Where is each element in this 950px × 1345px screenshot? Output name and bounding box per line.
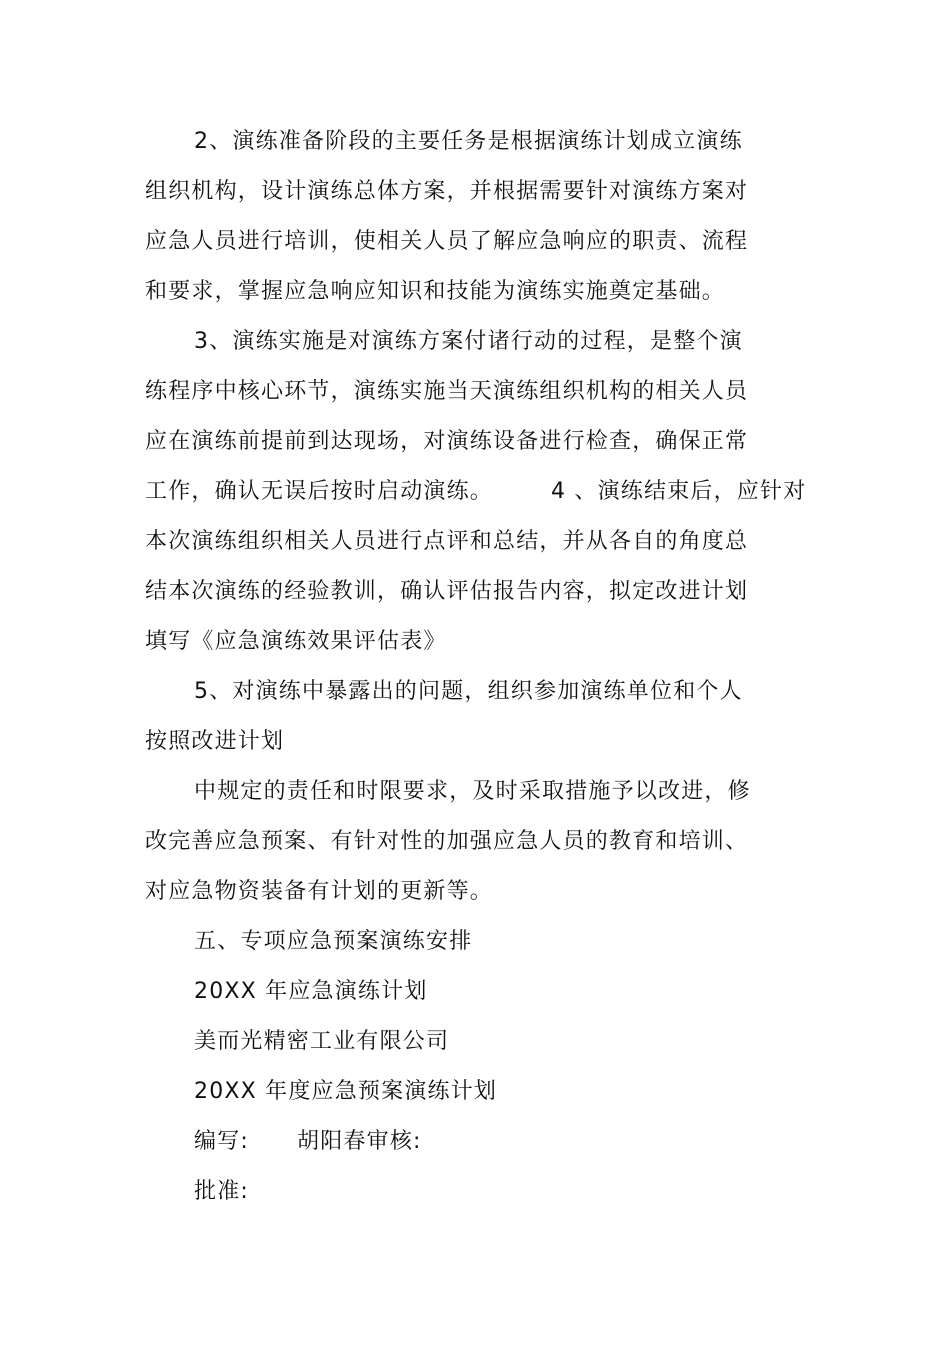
paragraph-6-line-3: 对应急物资装备有计划的更新等。 bbox=[145, 879, 494, 904]
author-reviewer-text: 胡阳春审核: bbox=[297, 1129, 422, 1154]
annual-plan-title: 20XX 年度应急预案演练计划 bbox=[194, 1079, 498, 1104]
paragraph-4-line-3: 结本次演练的经验教训，确认评估报告内容，拟定改进计划 bbox=[145, 579, 749, 604]
paragraph-3-line-1: 3、演练实施是对演练方案付诸行动的过程，是整个演 bbox=[194, 329, 743, 354]
paragraph-6-line-1: 中规定的责任和时限要求，及时采取措施予以改进，修 bbox=[194, 779, 751, 804]
paragraph-2-line-4: 和要求，掌握应急响应知识和技能为演练实施奠定基础。 bbox=[145, 279, 726, 304]
paragraph-3-line-2: 练程序中核心环节，演练实施当天演练组织机构的相关人员 bbox=[145, 379, 749, 404]
paragraph-5-line-1: 5、对演练中暴露出的问题，组织参加演练单位和个人 bbox=[194, 679, 743, 704]
paragraph-2-line-3: 应急人员进行培训，使相关人员了解应急响应的职责、流程 bbox=[145, 229, 749, 254]
author-label: 编写: bbox=[194, 1129, 250, 1154]
paragraph-3-line-4 bbox=[145, 477, 806, 507]
paragraph-4-line-2: 本次演练组织相关人员进行点评和总结，并从各自的角度总 bbox=[145, 529, 749, 554]
paragraph-2-line-1: 2、演练准备阶段的主要任务是根据演练计划成立演练 bbox=[194, 129, 743, 154]
section-heading: 五、专项应急预案演练安排 bbox=[194, 929, 473, 954]
author-line bbox=[194, 1127, 422, 1157]
paragraph-4-line-4: 填写《应急演练效果评估表》 bbox=[145, 629, 447, 654]
company-name: 美而光精密工业有限公司 bbox=[194, 1029, 450, 1054]
paragraph-2-line-2: 组织机构，设计演练总体方案，并根据需要针对演练方案对 bbox=[145, 179, 749, 204]
paragraph-3-end-text: 工作，确认无误后按时启动演练。 bbox=[145, 479, 494, 504]
plan-title: 20XX 年应急演练计划 bbox=[194, 979, 428, 1004]
paragraph-6-line-2: 改完善应急预案、有针对性的加强应急人员的教育和培训、 bbox=[145, 829, 749, 854]
paragraph-5-line-2: 按照改进计划 bbox=[145, 729, 285, 754]
paragraph-3-line-3: 应在演练前提前到达现场，对演练设备进行检查，确保正常 bbox=[145, 429, 749, 454]
paragraph-4-start-text: 4 、演练结束后，应针对 bbox=[551, 479, 807, 504]
approval-line: 批准: bbox=[194, 1179, 250, 1204]
